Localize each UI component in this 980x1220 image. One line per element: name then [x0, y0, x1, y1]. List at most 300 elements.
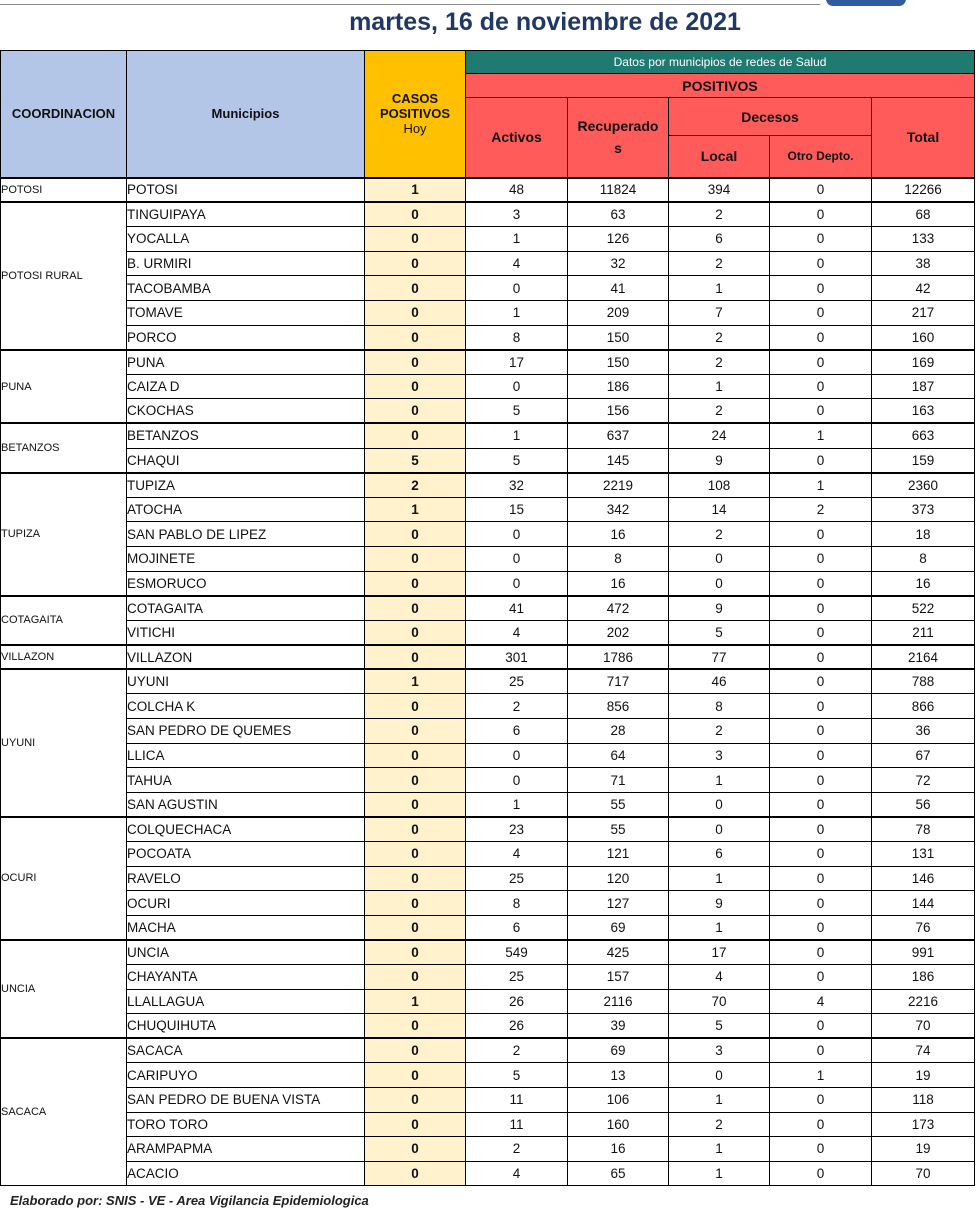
decesos-local-cell: 6: [669, 227, 770, 252]
activos-cell: 0: [466, 768, 568, 793]
table-row: [1, 866, 975, 891]
activos-cell: 5: [466, 399, 568, 424]
table-row: [1, 1087, 975, 1112]
recuperados-cell: 55: [568, 817, 669, 842]
decesos-otro-depto-cell: 0: [770, 1137, 872, 1162]
municipio-cell: COTAGAITA: [127, 596, 365, 621]
total-cell: 38: [872, 251, 975, 276]
total-cell: 663: [872, 423, 975, 448]
casos-hoy-cell: 0: [365, 276, 466, 301]
recuperados-cell: 156: [568, 399, 669, 424]
decesos-otro-depto-cell: 0: [770, 940, 872, 965]
municipio-cell: OCURI: [127, 891, 365, 916]
activos-cell: 41: [466, 596, 568, 621]
header-local: Local: [669, 136, 770, 178]
decesos-local-cell: 9: [669, 891, 770, 916]
municipio-cell: CHAYANTA: [127, 965, 365, 990]
header-recuperados-line1: Recuperado: [577, 118, 659, 135]
table-row: [1, 719, 975, 744]
municipio-cell: TINGUIPAYA: [127, 202, 365, 227]
decesos-otro-depto-cell: 0: [770, 866, 872, 891]
casos-hoy-cell: 1: [365, 989, 466, 1014]
decesos-local-cell: 1: [669, 1137, 770, 1162]
decesos-local-cell: 1: [669, 768, 770, 793]
table-row: [1, 940, 975, 965]
decesos-local-cell: 1: [669, 1087, 770, 1112]
decesos-otro-depto-cell: 0: [770, 694, 872, 719]
municipio-cell: PORCO: [127, 325, 365, 350]
total-cell: 18: [872, 522, 975, 547]
total-cell: 118: [872, 1087, 975, 1112]
casos-hoy-cell: 0: [365, 866, 466, 891]
recuperados-cell: 55: [568, 792, 669, 817]
decesos-local-cell: 2: [669, 522, 770, 547]
activos-cell: 2: [466, 694, 568, 719]
municipio-cell: TACOBAMBA: [127, 276, 365, 301]
report-date-title: martes, 16 de noviembre de 2021: [349, 8, 741, 36]
decesos-local-cell: 46: [669, 669, 770, 694]
coordinacion-cell: BETANZOS: [1, 423, 127, 472]
recuperados-cell: 69: [568, 1038, 669, 1063]
total-cell: 163: [872, 399, 975, 424]
recuperados-cell: 69: [568, 915, 669, 940]
municipio-cell: SAN PABLO DE LIPEZ: [127, 522, 365, 547]
casos-hoy-cell: 0: [365, 743, 466, 768]
decesos-local-cell: 77: [669, 645, 770, 670]
table-row: [1, 325, 975, 350]
municipio-cell: ESMORUCO: [127, 571, 365, 596]
casos-hoy-cell: 0: [365, 915, 466, 940]
recuperados-cell: 472: [568, 596, 669, 621]
municipio-cell: SAN PEDRO DE BUENA VISTA: [127, 1087, 365, 1112]
decesos-otro-depto-cell: 0: [770, 842, 872, 867]
activos-cell: 1: [466, 227, 568, 252]
total-cell: 187: [872, 374, 975, 399]
decesos-local-cell: 0: [669, 571, 770, 596]
header-activos: Activos: [466, 98, 568, 178]
decesos-otro-depto-cell: 0: [770, 325, 872, 350]
municipio-cell: TAHUA: [127, 768, 365, 793]
table-row: [1, 817, 975, 842]
decesos-local-cell: 1: [669, 374, 770, 399]
total-cell: 42: [872, 276, 975, 301]
decesos-otro-depto-cell: 0: [770, 374, 872, 399]
decesos-local-cell: 24: [669, 423, 770, 448]
decesos-otro-depto-cell: 0: [770, 178, 872, 203]
decesos-otro-depto-cell: 1: [770, 423, 872, 448]
recuperados-cell: 32: [568, 251, 669, 276]
casos-hoy-cell: 0: [365, 768, 466, 793]
decesos-otro-depto-cell: 0: [770, 448, 872, 473]
municipio-cell: SAN AGUSTIN: [127, 792, 365, 817]
decesos-otro-depto-cell: 0: [770, 399, 872, 424]
header-coordinacion: COORDINACION: [1, 51, 127, 178]
municipio-cell: RAVELO: [127, 866, 365, 891]
decesos-otro-depto-cell: 0: [770, 817, 872, 842]
municipio-cell: POTOSI: [127, 178, 365, 203]
casos-hoy-cell: 2: [365, 473, 466, 498]
total-cell: 12266: [872, 178, 975, 203]
total-cell: 76: [872, 915, 975, 940]
casos-hoy-cell: 0: [365, 1038, 466, 1063]
activos-cell: 26: [466, 989, 568, 1014]
recuperados-cell: 11824: [568, 178, 669, 203]
header-recuperados: [568, 98, 669, 178]
total-cell: 19: [872, 1137, 975, 1162]
activos-cell: 5: [466, 448, 568, 473]
coordinacion-cell: TUPIZA: [1, 473, 127, 596]
activos-cell: 8: [466, 891, 568, 916]
recuperados-cell: 16: [568, 522, 669, 547]
recuperados-cell: 342: [568, 497, 669, 522]
coordinacion-cell: POTOSI RURAL: [1, 202, 127, 350]
recuperados-cell: 16: [568, 1137, 669, 1162]
decesos-otro-depto-cell: 0: [770, 571, 872, 596]
decesos-otro-depto-cell: 0: [770, 596, 872, 621]
table-row: [1, 1014, 975, 1039]
total-cell: 70: [872, 1014, 975, 1039]
activos-cell: 2: [466, 1137, 568, 1162]
recuperados-cell: 8: [568, 546, 669, 571]
decesos-otro-depto-cell: 0: [770, 1161, 872, 1186]
decesos-otro-depto-cell: 0: [770, 202, 872, 227]
decesos-local-cell: 9: [669, 596, 770, 621]
casos-hoy-cell: 0: [365, 596, 466, 621]
table-row: [1, 1137, 975, 1162]
decesos-local-cell: 2: [669, 1112, 770, 1137]
table-row: [1, 350, 975, 375]
recuperados-cell: 106: [568, 1087, 669, 1112]
recuperados-cell: 637: [568, 423, 669, 448]
total-cell: 8: [872, 546, 975, 571]
municipio-cell: ARAMPAPMA: [127, 1137, 365, 1162]
activos-cell: 25: [466, 669, 568, 694]
decesos-otro-depto-cell: 0: [770, 227, 872, 252]
table-row: [1, 596, 975, 621]
table-row: [1, 399, 975, 424]
recuperados-cell: 717: [568, 669, 669, 694]
casos-hoy-cell: 0: [365, 1063, 466, 1088]
activos-cell: 8: [466, 325, 568, 350]
recuperados-cell: 2116: [568, 989, 669, 1014]
casos-hoy-cell: 0: [365, 645, 466, 670]
top-strip: [0, 0, 980, 8]
recuperados-cell: 126: [568, 227, 669, 252]
municipio-cell: CHAQUI: [127, 448, 365, 473]
activos-cell: 25: [466, 866, 568, 891]
decesos-local-cell: 1: [669, 1161, 770, 1186]
table-row: [1, 1112, 975, 1137]
total-cell: 74: [872, 1038, 975, 1063]
activos-cell: 0: [466, 743, 568, 768]
activos-cell: 0: [466, 374, 568, 399]
decesos-otro-depto-cell: 0: [770, 743, 872, 768]
total-cell: 131: [872, 842, 975, 867]
decesos-local-cell: 9: [669, 448, 770, 473]
activos-cell: 11: [466, 1087, 568, 1112]
decesos-local-cell: 3: [669, 743, 770, 768]
recuperados-cell: 157: [568, 965, 669, 990]
decesos-otro-depto-cell: 0: [770, 620, 872, 645]
municipio-cell: UNCIA: [127, 940, 365, 965]
table-row: [1, 1038, 975, 1063]
recuperados-cell: 13: [568, 1063, 669, 1088]
decesos-local-cell: 7: [669, 300, 770, 325]
decesos-otro-depto-cell: 0: [770, 669, 872, 694]
activos-cell: 1: [466, 792, 568, 817]
casos-hoy-cell: 0: [365, 1161, 466, 1186]
casos-hoy-cell: 0: [365, 940, 466, 965]
casos-hoy-cell: 0: [365, 423, 466, 448]
casos-hoy-cell: 1: [365, 669, 466, 694]
table-row: [1, 571, 975, 596]
municipio-cell: TUPIZA: [127, 473, 365, 498]
coordinacion-cell: VILLAZON: [1, 645, 127, 670]
casos-hoy-cell: 5: [365, 448, 466, 473]
activos-cell: 0: [466, 571, 568, 596]
municipio-cell: VITICHI: [127, 620, 365, 645]
decesos-local-cell: 2: [669, 251, 770, 276]
total-cell: 2216: [872, 989, 975, 1014]
decesos-otro-depto-cell: 2: [770, 497, 872, 522]
total-cell: 217: [872, 300, 975, 325]
municipio-cell: LLICA: [127, 743, 365, 768]
header-positivos: POSITIVOS: [466, 74, 975, 98]
casos-hoy-cell: 1: [365, 178, 466, 203]
municipio-cell: COLCHA K: [127, 694, 365, 719]
casos-hoy-cell: 0: [365, 891, 466, 916]
table-row: [1, 227, 975, 252]
casos-hoy-cell: 0: [365, 202, 466, 227]
recuperados-cell: 65: [568, 1161, 669, 1186]
recuperados-cell: 28: [568, 719, 669, 744]
table-row: [1, 300, 975, 325]
activos-cell: 4: [466, 251, 568, 276]
activos-cell: 5: [466, 1063, 568, 1088]
recuperados-cell: 150: [568, 350, 669, 375]
activos-cell: 3: [466, 202, 568, 227]
casos-hoy-cell: 0: [365, 965, 466, 990]
municipio-cell: BETANZOS: [127, 423, 365, 448]
casos-hoy-cell: 0: [365, 1014, 466, 1039]
decesos-local-cell: 2: [669, 325, 770, 350]
decesos-local-cell: 17: [669, 940, 770, 965]
decesos-otro-depto-cell: 0: [770, 915, 872, 940]
decesos-otro-depto-cell: 0: [770, 719, 872, 744]
decesos-otro-depto-cell: 0: [770, 1014, 872, 1039]
table-row: [1, 276, 975, 301]
logo-fragment: [826, 0, 906, 6]
casos-hoy-cell: 0: [365, 817, 466, 842]
table-row: [1, 989, 975, 1014]
table-row: [1, 1063, 975, 1088]
total-cell: 2164: [872, 645, 975, 670]
decesos-otro-depto-cell: 0: [770, 965, 872, 990]
casos-hoy-cell: 0: [365, 399, 466, 424]
coordinacion-cell: UYUNI: [1, 669, 127, 817]
recuperados-cell: 856: [568, 694, 669, 719]
municipio-cell: SACACA: [127, 1038, 365, 1063]
header-recuperados-line2: s: [614, 140, 622, 157]
municipio-cell: MACHA: [127, 915, 365, 940]
recuperados-cell: 202: [568, 620, 669, 645]
footer-credit: Elaborado por: SNIS - VE - Area Vigilancia Epidemiologica: [10, 1193, 369, 1208]
recuperados-cell: 186: [568, 374, 669, 399]
table-row: [1, 448, 975, 473]
activos-cell: 1: [466, 300, 568, 325]
decesos-otro-depto-cell: 0: [770, 522, 872, 547]
casos-hoy-cell: 0: [365, 350, 466, 375]
decesos-local-cell: 0: [669, 1063, 770, 1088]
table-row: [1, 915, 975, 940]
recuperados-cell: 425: [568, 940, 669, 965]
total-cell: 78: [872, 817, 975, 842]
municipio-cell: CHUQUIHUTA: [127, 1014, 365, 1039]
total-cell: 146: [872, 866, 975, 891]
decesos-local-cell: 1: [669, 866, 770, 891]
decesos-otro-depto-cell: 1: [770, 473, 872, 498]
header-casos-line1: CASOS: [391, 91, 439, 107]
decesos-local-cell: 2: [669, 719, 770, 744]
decesos-otro-depto-cell: 0: [770, 251, 872, 276]
table-row: [1, 522, 975, 547]
table-row: [1, 374, 975, 399]
table-row: [1, 669, 975, 694]
decesos-local-cell: 6: [669, 842, 770, 867]
recuperados-cell: 39: [568, 1014, 669, 1039]
activos-cell: 6: [466, 915, 568, 940]
casos-hoy-cell: 0: [365, 719, 466, 744]
table-row: [1, 251, 975, 276]
casos-hoy-cell: 0: [365, 325, 466, 350]
decesos-local-cell: 2: [669, 202, 770, 227]
activos-cell: 4: [466, 1161, 568, 1186]
decesos-local-cell: 70: [669, 989, 770, 1014]
recuperados-cell: 145: [568, 448, 669, 473]
municipio-cell: ACACIO: [127, 1161, 365, 1186]
total-cell: 522: [872, 596, 975, 621]
activos-cell: 4: [466, 842, 568, 867]
decesos-local-cell: 8: [669, 694, 770, 719]
header-casos-line2: POSITIVOS: [379, 106, 451, 122]
decesos-local-cell: 1: [669, 276, 770, 301]
top-rule: [0, 4, 820, 5]
decesos-otro-depto-cell: 0: [770, 645, 872, 670]
total-cell: 2360: [872, 473, 975, 498]
recuperados-cell: 127: [568, 891, 669, 916]
activos-cell: 2: [466, 1038, 568, 1063]
casos-hoy-cell: 0: [365, 227, 466, 252]
activos-cell: 549: [466, 940, 568, 965]
municipio-cell: PUNA: [127, 350, 365, 375]
decesos-local-cell: 4: [669, 965, 770, 990]
total-cell: 173: [872, 1112, 975, 1137]
decesos-otro-depto-cell: 0: [770, 1038, 872, 1063]
activos-cell: 15: [466, 497, 568, 522]
decesos-otro-depto-cell: 0: [770, 276, 872, 301]
decesos-otro-depto-cell: 4: [770, 989, 872, 1014]
activos-cell: 301: [466, 645, 568, 670]
activos-cell: 11: [466, 1112, 568, 1137]
activos-cell: 17: [466, 350, 568, 375]
decesos-otro-depto-cell: 0: [770, 546, 872, 571]
decesos-local-cell: 5: [669, 1014, 770, 1039]
table-row: [1, 694, 975, 719]
casos-hoy-cell: 0: [365, 694, 466, 719]
municipio-cell: YOCALLA: [127, 227, 365, 252]
municipio-cell: VILLAZON: [127, 645, 365, 670]
decesos-local-cell: 2: [669, 350, 770, 375]
activos-cell: 48: [466, 178, 568, 203]
total-cell: 133: [872, 227, 975, 252]
municipio-cell: CKOCHAS: [127, 399, 365, 424]
decesos-local-cell: 2: [669, 399, 770, 424]
municipio-cell: POCOATA: [127, 842, 365, 867]
recuperados-cell: 41: [568, 276, 669, 301]
total-cell: 144: [872, 891, 975, 916]
decesos-otro-depto-cell: 0: [770, 768, 872, 793]
recuperados-cell: 63: [568, 202, 669, 227]
recuperados-cell: 121: [568, 842, 669, 867]
coordinacion-cell: SACACA: [1, 1038, 127, 1186]
header-casos-line3: Hoy: [403, 121, 427, 137]
total-cell: 788: [872, 669, 975, 694]
casos-hoy-cell: 0: [365, 1112, 466, 1137]
municipio-cell: TORO TORO: [127, 1112, 365, 1137]
table-row: [1, 768, 975, 793]
decesos-local-cell: 108: [669, 473, 770, 498]
municipio-cell: LLALLAGUA: [127, 989, 365, 1014]
municipio-cell: TOMAVE: [127, 300, 365, 325]
decesos-local-cell: 0: [669, 546, 770, 571]
total-cell: 186: [872, 965, 975, 990]
total-cell: 72: [872, 768, 975, 793]
total-cell: 68: [872, 202, 975, 227]
municipio-cell: ATOCHA: [127, 497, 365, 522]
municipio-cell: COLQUECHACA: [127, 817, 365, 842]
header-total: Total: [872, 98, 975, 178]
municipio-cell: SAN PEDRO DE QUEMES: [127, 719, 365, 744]
recuperados-cell: 150: [568, 325, 669, 350]
decesos-otro-depto-cell: 0: [770, 1112, 872, 1137]
total-cell: 373: [872, 497, 975, 522]
municipio-cell: B. URMIRI: [127, 251, 365, 276]
coordinacion-cell: POTOSI: [1, 178, 127, 203]
header-otro-depto: Otro Depto.: [770, 136, 872, 178]
total-cell: 159: [872, 448, 975, 473]
table-row: [1, 645, 975, 670]
decesos-otro-depto-cell: 0: [770, 792, 872, 817]
total-cell: 211: [872, 620, 975, 645]
municipio-cell: CARIPUYO: [127, 1063, 365, 1088]
table-row: [1, 842, 975, 867]
total-cell: 991: [872, 940, 975, 965]
recuperados-cell: 1786: [568, 645, 669, 670]
total-cell: 56: [872, 792, 975, 817]
recuperados-cell: 64: [568, 743, 669, 768]
casos-hoy-cell: 0: [365, 300, 466, 325]
decesos-otro-depto-cell: 0: [770, 891, 872, 916]
total-cell: 160: [872, 325, 975, 350]
casos-hoy-cell: 0: [365, 546, 466, 571]
table-row: [1, 891, 975, 916]
municipio-cell: UYUNI: [127, 669, 365, 694]
table-row: [1, 1161, 975, 1186]
casos-hoy-cell: 0: [365, 571, 466, 596]
casos-hoy-cell: 0: [365, 251, 466, 276]
table-row: [1, 178, 975, 203]
decesos-local-cell: 394: [669, 178, 770, 203]
